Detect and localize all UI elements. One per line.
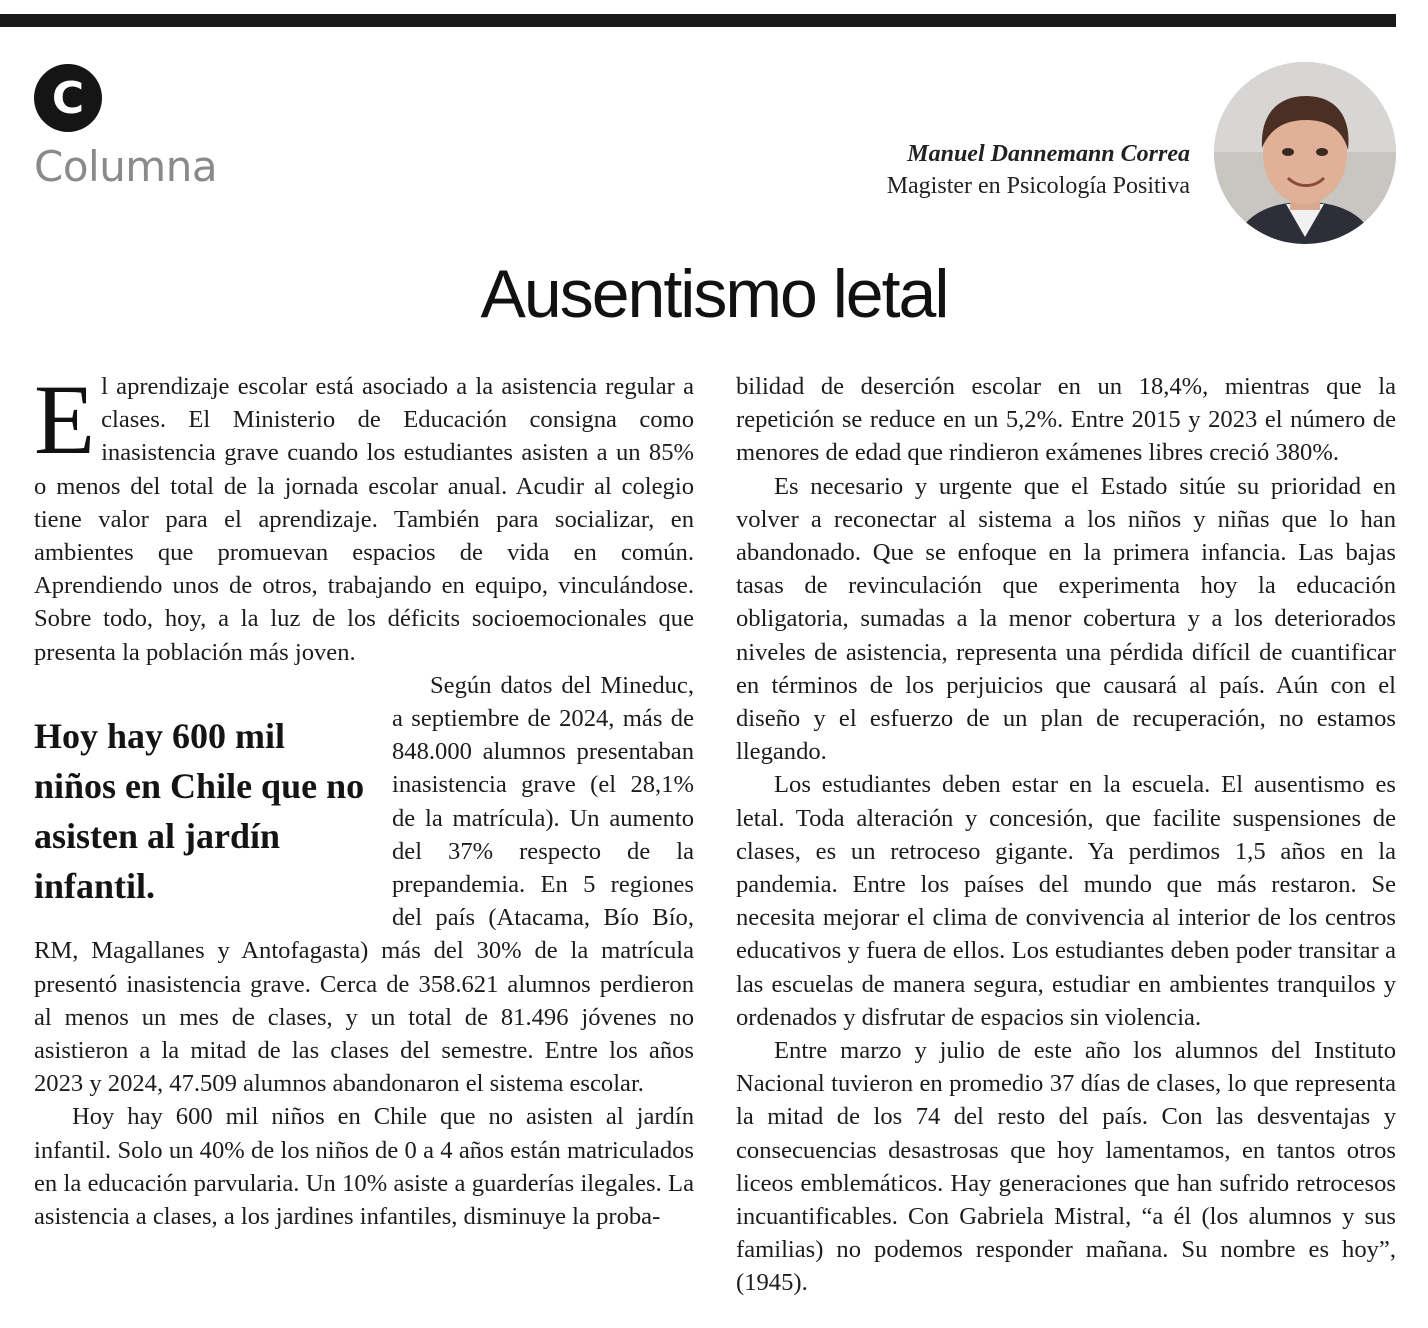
pull-quote: Hoy hay 600 mil niños en Chile que no asisten al jardín infantil. <box>34 715 365 906</box>
paragraph-4: Es necesario y urgente que el Estado sitúe su prioridad en volver a reconectar al sistema a los niños y niñas que lo han abandonado. Que se enfoque en la primera infancia. Las bajas tasas de revinculación que experimenta hoy la educación obligatoria, sumadas a la menor cobertura y a los deteriorados niveles de asistencia, representa una pérdida difícil de cuantificar en términos de los perjuicios que causará al país. Aún con el diseño y el esfuerzo de un plan de recuperación, no estamos llegando. <box>736 472 1396 766</box>
author-title: Magister en Psicología Positiva <box>886 173 1190 199</box>
author-byline <box>887 138 1190 202</box>
paragraph-5: Los estudiantes deben estar en la escuela. El ausentismo es letal. Toda alteración y concesión, que facilite suspensiones de clases, es un retroceso gigante. Ya perdimos 1,5 años en la pandemia. Entre los países del mundo que más restaron. Se necesita mejorar el clima de convivencia al interior de los centros educativos y fuera de ellos. Los estudiantes deben poder transitar a las escuelas de manera segura, estudiar en ambientes tranquilos y ordenados y disfrutar de espacios sin violencia. <box>736 771 1396 1031</box>
paragraph-6: Entre marzo y julio de este año los alumnos del Instituto Nacional tuvieron en promedio 37 días de clases, lo que representa la mitad de los 74 del resto del país. Con las desventajas y consecuencias desastrosas que hoy lamentamos, en tantos otros liceos emblemáticos. Hay generaciones que han sufrido retrocesos incuantificables. Con Gabriela Mistral, “a él (los alumnos y sus familias) no podemos responder mañana. Su nombre es hoy”, (1945). <box>736 1037 1396 1297</box>
article-column-left <box>34 364 694 1233</box>
author-name: Manuel Dannemann Correa <box>907 141 1190 167</box>
article-column-right <box>736 370 1396 1300</box>
author-photo <box>1214 62 1396 244</box>
top-rule <box>0 14 1396 27</box>
paragraph-1-text: l aprendizaje escolar está asociado a la asistencia regular a clases. El Ministerio de Educación consigna como inasistencia grave cuando los estudiantes asisten a un 85% o menos del total de la jornada escolar anual. Acudir al colegio tiene valor para el aprendizaje. También para socializar, en ambientes que promuevan espacios de vida en común. Aprendiendo unos de otros, trabajando en equipo, vinculándose. Sobre todo, hoy, a la luz de los déficits socioemocionales que presenta la población más joven. <box>34 373 694 666</box>
paragraph-1 <box>34 364 694 669</box>
article-headline: Ausentismo letal <box>480 256 948 332</box>
paragraph-3-continued: bilidad de deserción escolar en un 18,4%, mientras que la repetición se reduce en un 5,2%. Entre 2015 y 2023 el número de menores de edad que rindieron exámenes libres creció 380%. <box>736 373 1396 467</box>
paragraph-3: Hoy hay 600 mil niños en Chile que no asisten al jardín infantil. Solo un 40% de los niños de 0 a 4 años están matriculados en la educación parvularia. Un 10% asiste a guarderías ilegales. La asistencia a clases, a los jardines infantiles, disminuye la proba- <box>34 1103 694 1231</box>
author-portrait-icon <box>1214 62 1396 244</box>
section-label: Columna <box>34 142 218 191</box>
logo-letter: C <box>51 72 85 124</box>
paragraph-2: Según datos del Mineduc, a septiembre de 2024, más de 848.000 alumnos presentaban inasistencia grave (el 28,1% de la matrícula). Un aumento del 37% respecto de la prepandemia. En 5 regiones del país (Atacama, Bío Bío, RM, Magallanes y Antofagasta) más del 30% de la matrícula presentó inasistencia grave. Cerca de 358.621 alumnos perdieron al menos un mes de clases, y un total de 81.496 jóvenes no asistieron a la mitad de las clases del semestre. Entre los años 2023 y 2024, 47.509 alumnos abandonaron el sistema escolar. <box>34 671 694 1098</box>
section-logo-icon <box>34 64 102 132</box>
drop-cap: E <box>34 364 96 475</box>
